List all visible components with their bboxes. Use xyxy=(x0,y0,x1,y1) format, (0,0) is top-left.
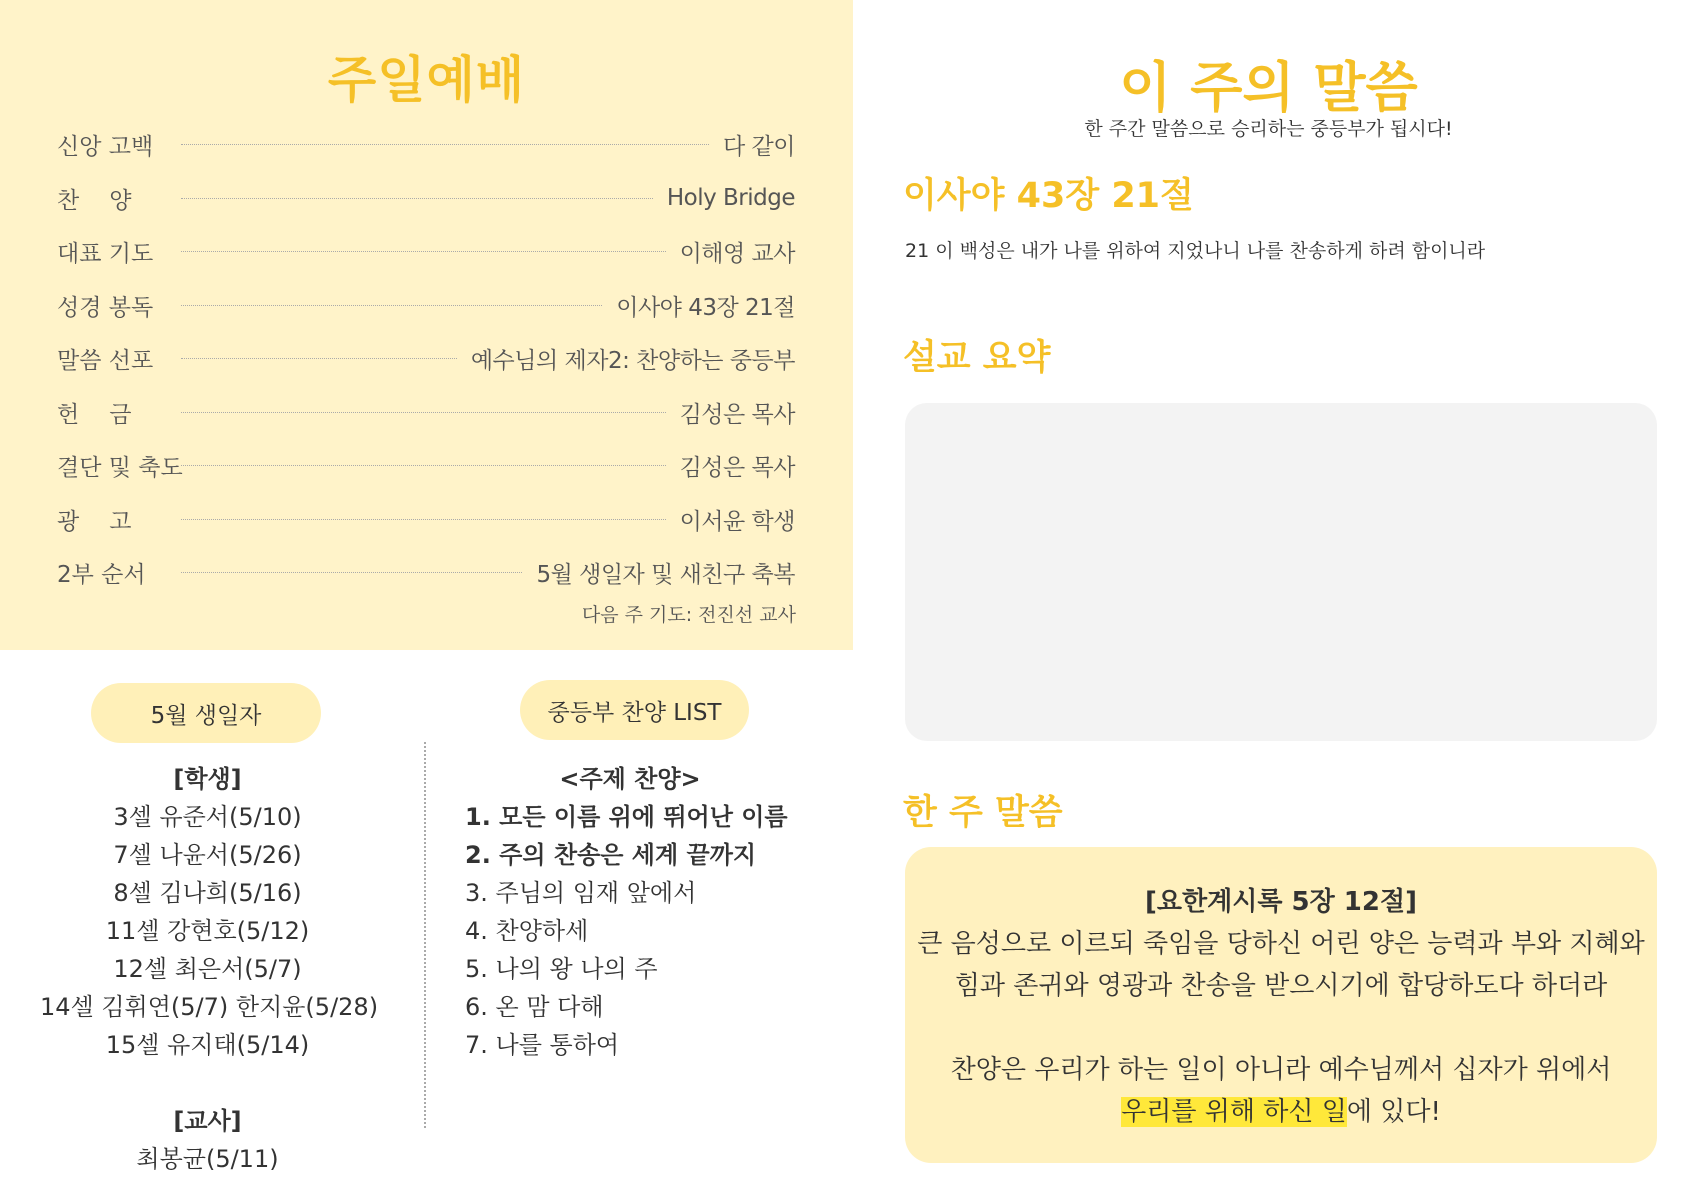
order-row xyxy=(57,546,795,600)
birthday-item: 15셀 유지태(5/14) xyxy=(105,1031,310,1059)
dotted-leader xyxy=(181,144,709,145)
birthday-item: 7셀 나윤서(5/26) xyxy=(113,841,302,869)
song-item: 4. 찬양하세 xyxy=(465,917,589,945)
song-item: 2. 주의 찬송은 세계 끝까지 xyxy=(465,841,757,869)
song-list xyxy=(465,760,795,1064)
worship-order-panel xyxy=(0,0,853,650)
order-row xyxy=(57,118,795,172)
order-value: 5월 생일자 및 새친구 축복 xyxy=(536,562,795,589)
word-subtitle: 한 주간 말씀으로 승리하는 중등부가 됩시다! xyxy=(1084,118,1453,140)
dotted-leader xyxy=(181,572,522,573)
order-value: 예수님의 제자2: 찬양하는 중등부 xyxy=(470,348,795,375)
order-value: 이서윤 학생 xyxy=(679,508,795,535)
birthday-item: 8셀 김나희(5/16) xyxy=(113,879,302,907)
birthday-item: 11셀 강현호(5/12) xyxy=(105,917,310,945)
weekly-word-box xyxy=(905,847,1657,1163)
order-label: 2부 순서 xyxy=(57,562,146,589)
order-value: Holy Bridge xyxy=(666,185,795,212)
birthday-item: 3셀 유준서(5/10) xyxy=(113,803,302,831)
weekly-tail: 에 있다! xyxy=(1346,1097,1441,1127)
dotted-leader xyxy=(181,412,666,413)
weekly-reference: [요한계시록 5장 12절] xyxy=(1145,887,1417,917)
weekly-line: 큰 음성으로 이르되 죽임을 당하신 어린 양은 능력과 부와 지혜와 xyxy=(917,929,1645,959)
weekly-line-final xyxy=(905,1091,1657,1133)
teachers-heading: [교사] xyxy=(173,1107,242,1135)
worship-title: 주일예배 xyxy=(327,51,526,109)
order-label: 말씀 선포 xyxy=(57,348,154,375)
students-heading: [학생] xyxy=(173,765,242,793)
order-value: 이해영 교사 xyxy=(679,241,795,268)
order-row xyxy=(57,172,795,226)
order-row xyxy=(57,225,795,279)
verse-text: 21 이 백성은 내가 나를 위하여 지었나니 나를 찬송하게 하려 함이니라 xyxy=(905,240,1486,262)
highlighted-phrase: 우리를 위해 하신 일 xyxy=(1121,1097,1347,1127)
dotted-leader xyxy=(181,519,666,520)
dotted-divider xyxy=(424,742,426,1128)
order-label: 대표 기도 xyxy=(57,241,154,268)
order-row xyxy=(57,386,795,440)
song-item: 6. 온 맘 다해 xyxy=(465,993,604,1021)
order-label: 찬양 xyxy=(57,187,162,214)
order-label: 성경 봉독 xyxy=(57,294,154,321)
dotted-leader xyxy=(181,305,602,306)
worship-order-list xyxy=(57,118,795,600)
order-label: 헌금 xyxy=(57,401,162,428)
dotted-leader xyxy=(181,251,666,252)
order-row xyxy=(57,332,795,386)
order-value: 다 같이 xyxy=(723,134,795,161)
song-list-title-pill: 중등부 찬양 LIST xyxy=(520,680,749,740)
dotted-leader xyxy=(181,358,457,359)
order-value: 김성은 목사 xyxy=(679,455,795,482)
order-value: 김성은 목사 xyxy=(679,401,795,428)
dotted-leader xyxy=(181,465,666,466)
birthday-item: 12셀 최은서(5/7) xyxy=(113,955,302,983)
next-week-prayer: 다음 주 기도: 전진선 교사 xyxy=(581,604,796,626)
birthday-list xyxy=(40,760,379,1178)
verse-reference-heading: 이사야 43장 21절 xyxy=(903,176,1194,216)
birthday-item: 최봉균(5/11) xyxy=(136,1145,279,1173)
weekly-line: 찬양은 우리가 하는 일이 아니라 예수님께서 십자가 위에서 xyxy=(950,1055,1612,1085)
birthday-item: 14셀 김휘연(5/7) 한지윤(5/28) xyxy=(40,993,379,1021)
order-row xyxy=(57,279,795,333)
spacer xyxy=(905,1007,1657,1049)
order-row xyxy=(57,439,795,493)
song-item: 7. 나를 통하여 xyxy=(465,1031,620,1059)
word-title: 이 주의 말씀 xyxy=(1119,56,1418,119)
order-label: 결단 및 축도 xyxy=(57,455,183,482)
weekly-word-heading: 한 주 말씀 xyxy=(903,793,1063,833)
order-label: 광고 xyxy=(57,508,162,535)
order-value: 이사야 43장 21절 xyxy=(616,294,795,321)
song-item: 5. 나의 왕 나의 주 xyxy=(465,955,658,983)
song-item: 1. 모든 이름 위에 뛰어난 이름 xyxy=(465,803,788,831)
dotted-leader xyxy=(181,198,653,199)
sermon-summary-heading: 설교 요약 xyxy=(903,338,1051,378)
order-row xyxy=(57,493,795,547)
sermon-summary-box[interactable] xyxy=(905,403,1657,741)
spacer xyxy=(40,1064,375,1102)
birthday-title-pill: 5월 생일자 xyxy=(91,683,321,743)
order-label: 신앙 고백 xyxy=(57,134,154,161)
song-item: 3. 주님의 임재 앞에서 xyxy=(465,879,697,907)
theme-song-heading: <주제 찬양> xyxy=(559,765,701,793)
weekly-line: 힘과 존귀와 영광과 찬송을 받으시기에 합당하도다 하더라 xyxy=(954,971,1608,1001)
